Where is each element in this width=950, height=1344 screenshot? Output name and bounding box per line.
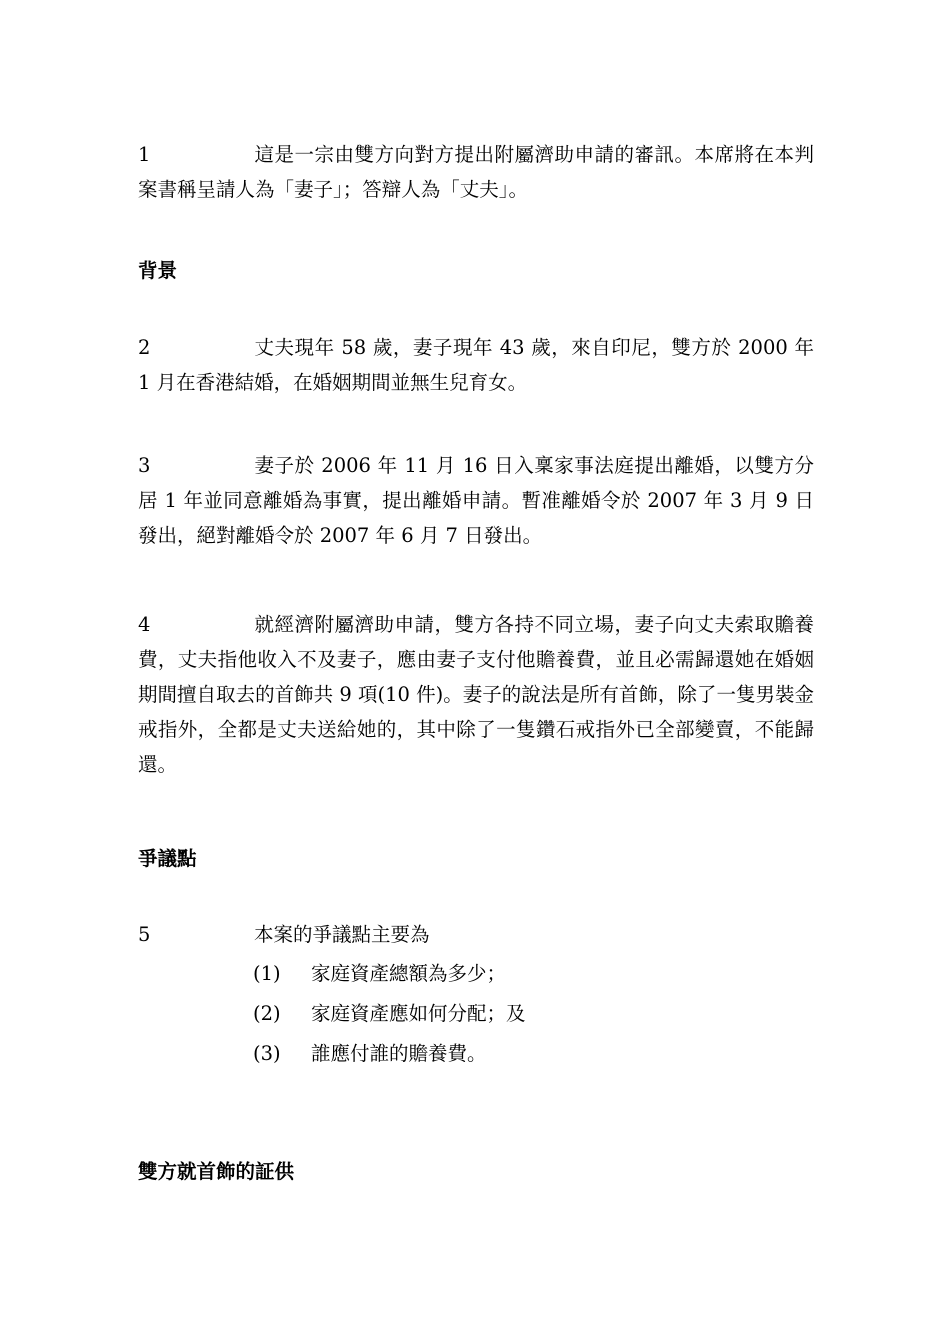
issue-item-3 <box>253 1036 487 1071</box>
paragraph-number: 4 <box>138 613 151 636</box>
issue-item-mark: (3) <box>253 1042 281 1065</box>
heading-issues: 爭議點 <box>138 847 197 870</box>
paragraph-3 <box>138 448 814 553</box>
issue-item-mark: (2) <box>253 1002 281 1025</box>
paragraph-text: 妻子於 2006 年 11 月 16 日入稟家事法庭提出離婚，以雙方分居 1 年並同意離婚為事實，提出離婚申請。暫准離婚令於 2007 年 3 月 9 日發出，絕對離婚令於 2007 年 6 月 7 日發出。 <box>138 454 814 547</box>
paragraph-5-text: 本案的爭議點主要為 <box>254 923 430 946</box>
paragraph-1 <box>138 137 814 207</box>
issue-item-1 <box>253 956 506 991</box>
issue-item-text: 誰應付誰的贍養費。 <box>311 1042 487 1065</box>
paragraph-4 <box>138 607 814 782</box>
paragraph-5-number: 5 <box>138 923 151 946</box>
paragraph-number: 3 <box>138 454 151 477</box>
paragraph-number: 2 <box>138 336 151 359</box>
issue-item-text: 家庭資產應如何分配；及 <box>311 1002 526 1025</box>
paragraph-2 <box>138 330 814 400</box>
paragraph-text: 這是一宗由雙方向對方提出附屬濟助申請的審訊。本席將在本判案書稱呈請人為「妻子」；答辯人為「丈夫」。 <box>138 143 814 201</box>
paragraph-text: 丈夫現年 58 歲，妻子現年 43 歲，來自印尼，雙方於 2000 年 1 月在香港結婚，在婚姻期間並無生兒育女。 <box>138 336 814 394</box>
heading-background: 背景 <box>138 259 178 282</box>
issue-item-2 <box>253 996 526 1031</box>
issue-item-mark: (1) <box>253 962 281 985</box>
paragraph-number: 1 <box>138 143 151 166</box>
heading-jewelry-evidence: 雙方就首飾的証供 <box>138 1160 295 1183</box>
paragraph-text: 就經濟附屬濟助申請，雙方各持不同立場，妻子向丈夫索取贍養費，丈夫指他收入不及妻子，應由妻子支付他贍養費，並且必需歸還她在婚姻期間擅自取去的首飾共 9 項(10 件)。妻子的說法是所有首飾，除了一隻男裝金戒指外，全都是丈夫送給她的，其中除了一隻鑽石戒指外已全部變賣，不能歸還。 <box>138 613 814 776</box>
issue-item-text: 家庭資產總額為多少； <box>311 962 507 985</box>
